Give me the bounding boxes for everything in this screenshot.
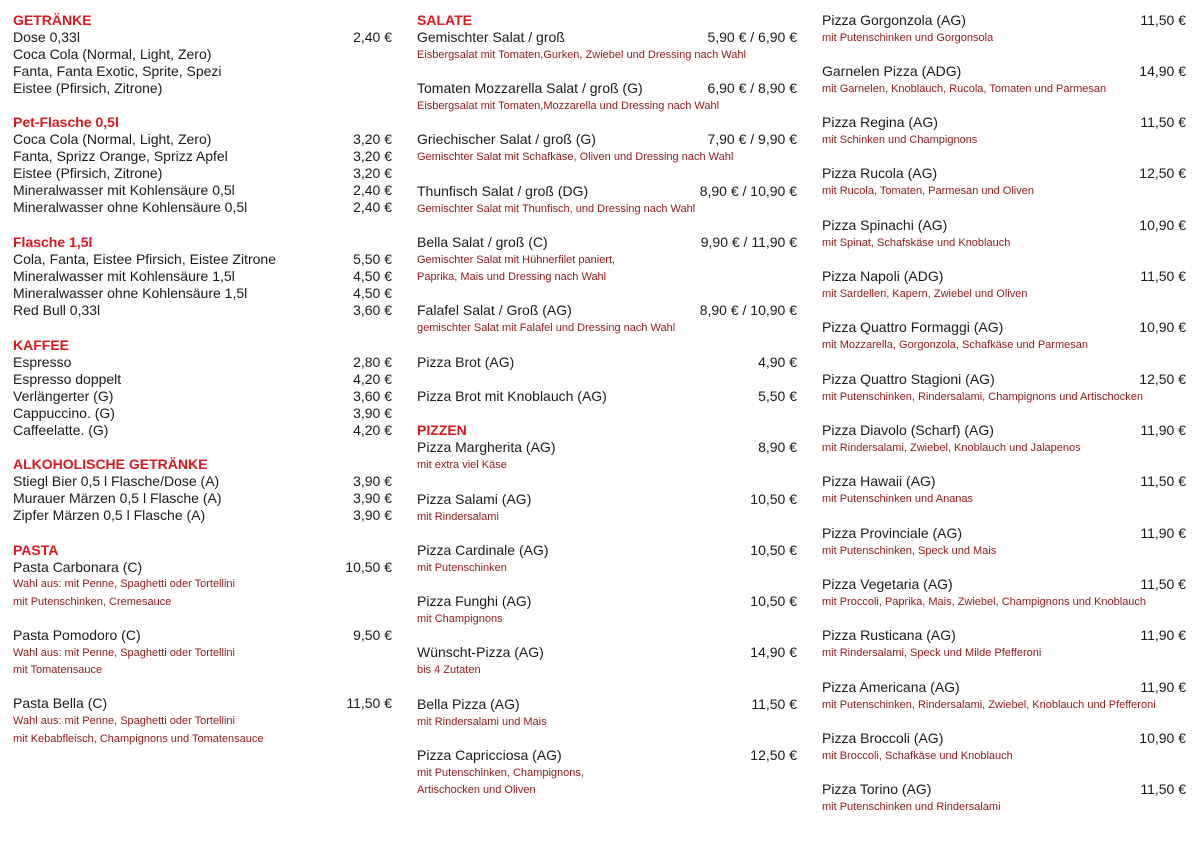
item-price: 11,50 € (1140, 473, 1186, 489)
menu-item (13, 422, 392, 439)
item-name: Pizza Rucola (AG) (822, 165, 938, 181)
item-name: Pizza Provinciale (AG) (822, 525, 963, 541)
menu-item (417, 542, 797, 559)
item-description: mit Rindersalami und Mais (417, 716, 547, 728)
item-name: Eistee (Pfirsich, Zitrone) (13, 165, 163, 181)
item-name: Verlängerter (G) (13, 388, 114, 404)
item-description: mit Putenschinken und Ananas (822, 493, 974, 505)
item-price: 11,50 € (1140, 114, 1186, 130)
item-name: Cappuccino. (G) (13, 405, 115, 421)
item-price: 12,50 € (1139, 165, 1186, 181)
item-price: 8,90 € / 10,90 € (699, 183, 797, 199)
menu-item (822, 63, 1186, 80)
item-name: Tomaten Mozzarella Salat / groß (G) (417, 80, 643, 96)
menu-item (417, 747, 797, 764)
item-name: Coca Cola (Normal, Light, Zero) (13, 131, 212, 147)
item-name: Bella Pizza (AG) (417, 696, 520, 712)
menu-item (417, 439, 797, 456)
item-price: 3,20 € (353, 165, 392, 181)
item-description: mit Broccoli, Schafkäse und Knoblauch (822, 750, 1013, 762)
item-price: 11,50 € (1140, 268, 1186, 284)
item-name: Fanta, Fanta Exotic, Sprite, Spezi (13, 63, 222, 79)
item-price: 10,90 € (1139, 319, 1186, 335)
item-price: 11,90 € (1140, 422, 1186, 438)
item-price: 3,60 € (353, 388, 392, 404)
menu-item (417, 354, 797, 371)
item-price: 14,90 € (1139, 63, 1186, 79)
item-description: Gemischter Salat mit Thunfisch, und Dressing nach Wahl (417, 203, 696, 215)
item-price: 9,50 € (353, 627, 392, 643)
menu-item (417, 593, 797, 610)
item-name: Pizza Vegetaria (AG) (822, 576, 953, 592)
item-name: Espresso (13, 354, 72, 370)
item-description: Wahl aus: mit Penne, Spaghetti oder Tortellini (13, 578, 235, 590)
item-price: 12,50 € (1139, 371, 1186, 387)
menu-item (13, 165, 392, 182)
menu-item (13, 627, 392, 644)
section-heading-alkoholische-getraenke: ALKOHOLISCHE GETRÄNKE (13, 456, 208, 472)
menu-item (417, 696, 797, 713)
item-name: Pizza Quattro Stagioni (AG) (822, 371, 995, 387)
item-price: 4,50 € (353, 268, 392, 284)
item-name: Pizza Salami (AG) (417, 491, 532, 507)
item-price: 5,50 € (353, 251, 392, 267)
section-heading-salate: SALATE (417, 12, 472, 28)
item-name: Garnelen Pizza (ADG) (822, 63, 962, 79)
item-name: Pizza Hawaii (AG) (822, 473, 936, 489)
item-price: 11,50 € (346, 695, 392, 711)
item-description: mit Proccoli, Paprika, Mais, Zwiebel, Champignons und Knoblauch (822, 596, 1147, 608)
item-price: 11,50 € (1140, 781, 1186, 797)
item-price: 9,90 € / 11,90 € (700, 234, 797, 250)
item-price: 3,20 € (353, 148, 392, 164)
item-name: Dose 0,33l (13, 29, 80, 45)
item-name: Murauer Märzen 0,5 l Flasche (A) (13, 490, 222, 506)
item-description: Artischocken und Oliven (417, 784, 536, 796)
item-price: 4,20 € (353, 371, 392, 387)
menu-item (417, 29, 797, 46)
menu-item (822, 268, 1186, 285)
item-description: mit Tomatensauce (13, 664, 103, 676)
item-name: Pasta Pomodoro (C) (13, 627, 141, 643)
item-description: mit Sardellen, Kapern, Zwiebel und Oliven (822, 288, 1028, 300)
menu-item (822, 730, 1186, 747)
menu-item (13, 559, 392, 576)
item-price: 10,90 € (1139, 217, 1186, 233)
item-name: Gemischter Salat / groß (417, 29, 565, 45)
item-price: 10,50 € (750, 491, 797, 507)
item-price: 6,90 € / 8,90 € (707, 80, 797, 96)
item-price: 11,50 € (1140, 576, 1186, 592)
item-price: 14,90 € (750, 644, 797, 660)
item-price: 2,40 € (353, 199, 392, 215)
menu-item (13, 405, 392, 422)
item-name: Pizza Funghi (AG) (417, 593, 532, 609)
item-name: Pizza Quattro Formaggi (AG) (822, 319, 1004, 335)
menu-item (13, 199, 392, 216)
item-name: Mineralwasser mit Kohlensäure 1,5l (13, 268, 235, 284)
item-name: Griechischer Salat / groß (G) (417, 131, 596, 147)
item-name: Pizza Rusticana (AG) (822, 627, 956, 643)
item-description: bis 4 Zutaten (417, 664, 481, 676)
item-description: Wahl aus: mit Penne, Spaghetti oder Tortellini (13, 647, 235, 659)
menu-item (13, 507, 392, 524)
item-name: Pasta Carbonara (C) (13, 559, 143, 575)
item-name: Mineralwasser ohne Kohlensäure 0,5l (13, 199, 248, 215)
item-price: 2,40 € (353, 182, 392, 198)
item-name: Mineralwasser mit Kohlensäure 0,5l (13, 182, 235, 198)
menu-item (13, 131, 392, 148)
item-description: mit Schinken und Champignons (822, 134, 978, 146)
item-name: Coca Cola (Normal, Light, Zero) (13, 46, 212, 62)
item-name: Pizza Spinachi (AG) (822, 217, 948, 233)
menu-item (822, 473, 1186, 490)
menu-item (13, 148, 392, 165)
menu-item (13, 80, 392, 97)
item-price: 11,50 € (751, 696, 797, 712)
menu-item (417, 183, 797, 200)
item-name: Mineralwasser ohne Kohlensäure 1,5l (13, 285, 248, 301)
menu-item (822, 165, 1186, 182)
item-name: Pizza Capricciosa (AG) (417, 747, 562, 763)
item-name: Red Bull 0,33l (13, 302, 101, 318)
menu-item (13, 251, 392, 268)
item-description: mit Putenschinken, Champignons, (417, 767, 584, 779)
item-description: mit Putenschinken und Gorgonsola (822, 32, 994, 44)
item-description: Wahl aus: mit Penne, Spaghetti oder Tortellini (13, 715, 235, 727)
item-price: 3,90 € (353, 507, 392, 523)
item-price: 8,90 € (758, 439, 797, 455)
item-price: 7,90 € / 9,90 € (707, 131, 797, 147)
menu-item (417, 491, 797, 508)
menu-item (822, 781, 1186, 798)
item-name: Wünscht-Pizza (AG) (417, 644, 544, 660)
item-name: Thunfisch Salat / groß (DG) (417, 183, 589, 199)
menu-item (822, 12, 1186, 29)
item-name: Pizza Napoli (ADG) (822, 268, 944, 284)
item-price: 8,90 € / 10,90 € (699, 302, 797, 318)
menu-item (13, 268, 392, 285)
section-heading-flasche: Flasche 1,5l (13, 234, 93, 250)
item-name: Pizza Diavolo (Scharf) (AG) (822, 422, 994, 438)
item-name: Eistee (Pfirsich, Zitrone) (13, 80, 163, 96)
item-price: 10,50 € (750, 593, 797, 609)
item-price: 2,40 € (353, 29, 392, 45)
menu-item (822, 217, 1186, 234)
item-name: Pasta Bella (C) (13, 695, 108, 711)
item-name: Bella Salat / groß (C) (417, 234, 548, 250)
item-price: 4,90 € (758, 354, 797, 370)
item-name: Pizza Margherita (AG) (417, 439, 556, 455)
item-price: 3,90 € (353, 405, 392, 421)
item-name: Pizza Cardinale (AG) (417, 542, 549, 558)
item-name: Pizza Brot mit Knoblauch (AG) (417, 388, 607, 404)
item-description: mit Garnelen, Knoblauch, Rucola, Tomaten und Parmesan (822, 83, 1107, 95)
item-price: 10,50 € (345, 559, 392, 575)
item-description: Paprika, Mais und Dressing nach Wahl (417, 271, 607, 283)
item-name: Pizza Torino (AG) (822, 781, 932, 797)
item-price: 3,90 € (353, 490, 392, 506)
menu-item (417, 302, 797, 319)
menu-item (417, 80, 797, 97)
menu-item (13, 302, 392, 319)
menu-item (822, 319, 1186, 336)
item-name: Pizza Americana (AG) (822, 679, 960, 695)
section-heading-pet-flasche: Pet-Flasche 0,5l (13, 114, 119, 130)
item-name: Zipfer Märzen 0,5 l Flasche (A) (13, 507, 206, 523)
item-description: mit Kebabfleisch, Champignons und Tomatensauce (13, 733, 264, 745)
item-name: Espresso doppelt (13, 371, 122, 387)
item-price: 3,20 € (353, 131, 392, 147)
menu-item (13, 490, 392, 507)
item-description: mit Putenschinken, Cremesauce (13, 596, 172, 608)
item-price: 3,60 € (353, 302, 392, 318)
menu-item (13, 695, 392, 712)
item-description: mit Rindersalami, Speck und Milde Pfefferoni (822, 647, 1042, 659)
item-price: 10,90 € (1139, 730, 1186, 746)
item-price: 5,90 € / 6,90 € (707, 29, 797, 45)
item-name: Falafel Salat / Groß (AG) (417, 302, 572, 318)
item-name: Pizza Gorgonzola (AG) (822, 12, 966, 28)
item-name: Pizza Broccoli (AG) (822, 730, 944, 746)
item-description: mit Putenschinken, Rindersalami, Champignons und Artischocken (822, 391, 1143, 403)
item-price: 11,90 € (1140, 679, 1186, 695)
menu-item (13, 29, 392, 46)
menu-item (822, 679, 1186, 696)
menu-item (417, 131, 797, 148)
item-price: 4,20 € (353, 422, 392, 438)
menu-item (822, 627, 1186, 644)
item-name: Fanta, Sprizz Orange, Sprizz Apfel (13, 148, 228, 164)
menu-item (822, 422, 1186, 439)
item-price: 11,90 € (1140, 525, 1186, 541)
item-price: 12,50 € (750, 747, 797, 763)
item-description: mit Rindersalami (417, 511, 499, 523)
item-description: mit extra viel Käse (417, 459, 507, 471)
menu-item (417, 388, 797, 405)
item-price: 10,50 € (750, 542, 797, 558)
item-description: Eisbergsalat mit Tomaten,Mozzarella und Dressing nach Wahl (417, 100, 720, 112)
menu-item (13, 473, 392, 490)
item-description: Eisbergsalat mit Tomaten,Gurken, Zwiebel und Dressing nach Wahl (417, 49, 746, 61)
item-price: 2,80 € (353, 354, 392, 370)
item-description: mit Spinat, Schafskäse und Knoblauch (822, 237, 1011, 249)
item-description: mit Champignons (417, 613, 503, 625)
item-description: mit Mozzarella, Gorgonzola, Schafkäse und Parmesan (822, 339, 1088, 351)
item-name: Stiegl Bier 0,5 l Flasche/Dose (A) (13, 473, 220, 489)
menu-item (417, 644, 797, 661)
menu-item (13, 388, 392, 405)
section-heading-pasta: PASTA (13, 542, 59, 558)
menu-item (13, 46, 392, 63)
section-heading-getraenke: GETRÄNKE (13, 12, 92, 28)
menu-item (13, 371, 392, 388)
item-name: Cola, Fanta, Eistee Pfirsich, Eistee Zitrone (13, 251, 276, 267)
menu-item (822, 525, 1186, 542)
item-description: Gemischter Salat mit Hühnerfilet paniert, (417, 254, 616, 266)
menu-item (13, 285, 392, 302)
item-price: 3,90 € (353, 473, 392, 489)
item-description: mit Putenschinken (417, 562, 507, 574)
menu-item (13, 182, 392, 199)
menu-item (13, 63, 392, 80)
item-price: 11,90 € (1140, 627, 1186, 643)
menu-item (822, 114, 1186, 131)
item-description: Gemischter Salat mit Schafkäse, Oliven und Dressing nach Wahl (417, 151, 734, 163)
item-description: mit Putenschinken und Rindersalami (822, 801, 1001, 813)
item-description: mit Putenschinken, Speck und Mais (822, 545, 997, 557)
section-heading-kaffee: KAFFEE (13, 337, 69, 353)
menu-item (417, 234, 797, 251)
item-name: Pizza Regina (AG) (822, 114, 938, 130)
menu-item (822, 576, 1186, 593)
item-description: mit Putenschinken, Rindersalami, Zwiebel, Knoblauch und Pfefferoni (822, 699, 1156, 711)
item-description: mit Rindersalami, Zwiebel, Knoblauch und Jalapenos (822, 442, 1081, 454)
item-price: 5,50 € (758, 388, 797, 404)
item-description: gemischter Salat mit Falafel und Dressing nach Wahl (417, 322, 676, 334)
item-description: mit Rucola, Tomaten, Parmesan und Oliven (822, 185, 1034, 197)
item-price: 11,50 € (1140, 12, 1186, 28)
section-heading-pizzen: PIZZEN (417, 422, 467, 438)
item-price: 4,50 € (353, 285, 392, 301)
item-name: Pizza Brot (AG) (417, 354, 515, 370)
menu-item (13, 354, 392, 371)
item-name: Caffeelatte. (G) (13, 422, 109, 438)
menu-item (822, 371, 1186, 388)
